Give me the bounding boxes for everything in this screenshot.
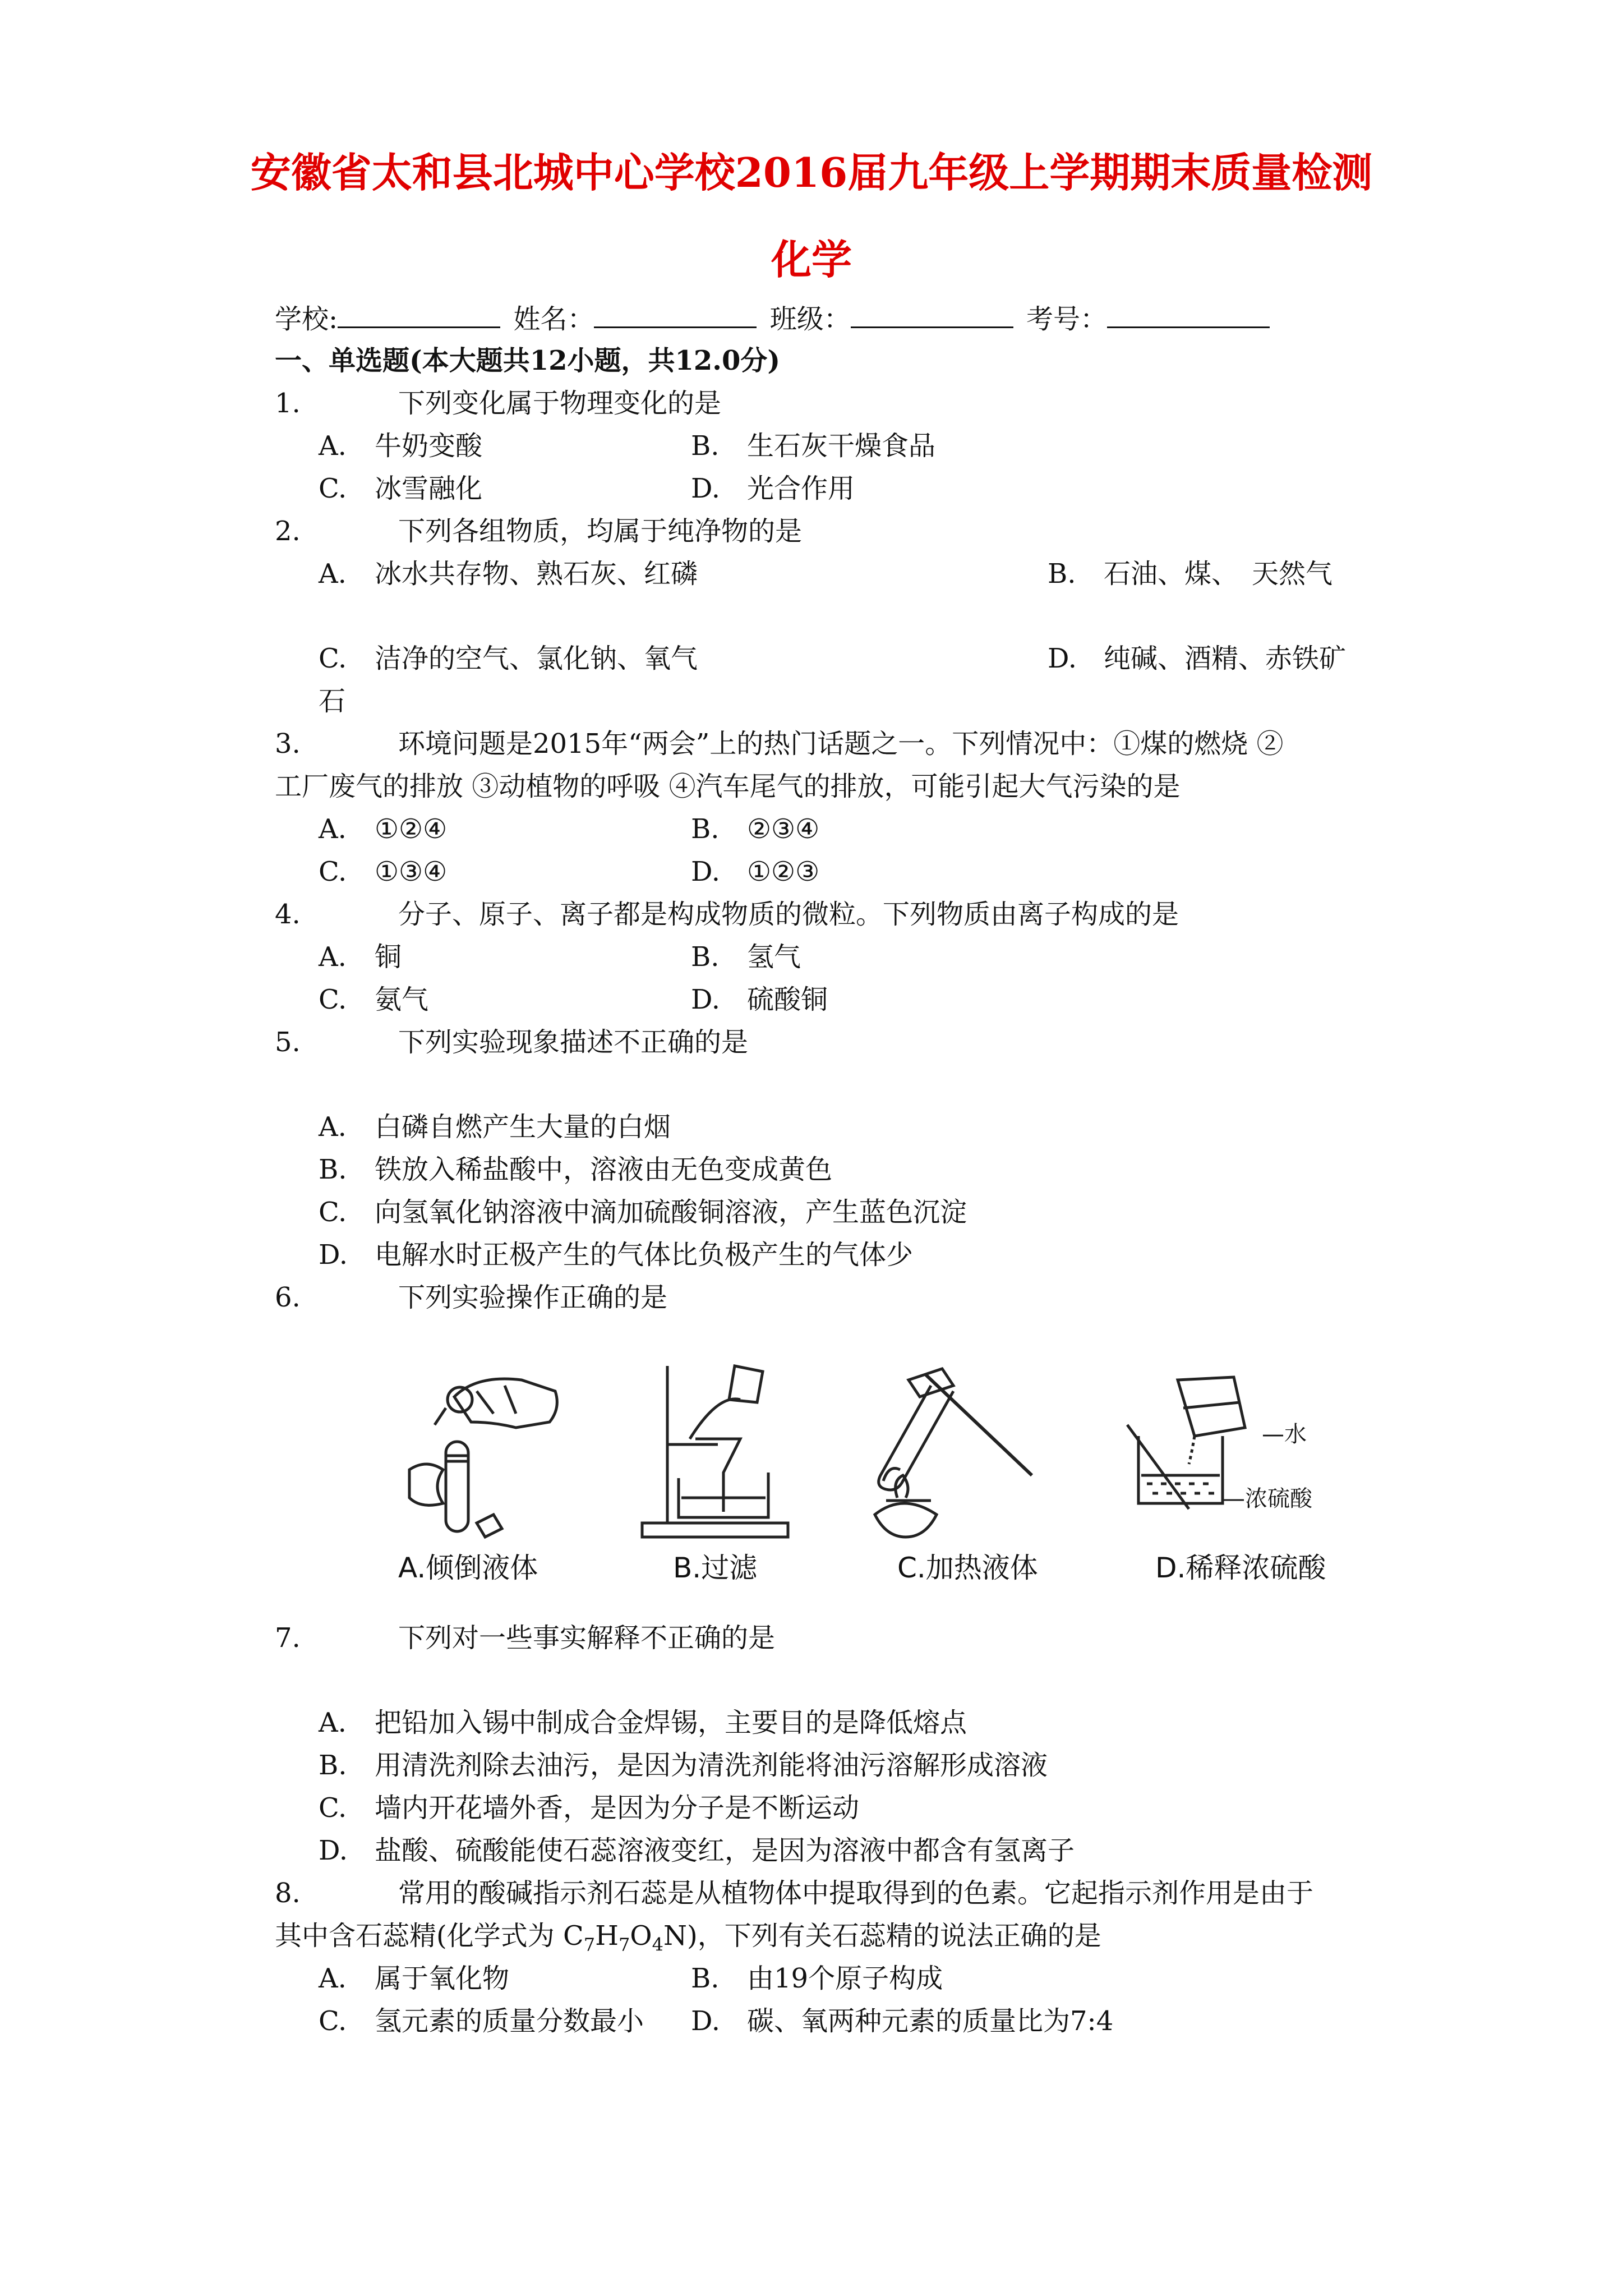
option-7b [319, 1749, 1048, 1782]
q8-text-o: O [630, 1920, 652, 1952]
q8-sub-h: 7 [618, 1934, 630, 1955]
option-letter: A. [319, 558, 347, 590]
option-text: 氢气 [747, 941, 801, 973]
exam-id-blank [1107, 302, 1270, 328]
question-6 [275, 1281, 667, 1314]
option-5a [319, 1110, 671, 1144]
option-letter: C. [319, 473, 347, 504]
option-7d [319, 1834, 1075, 1867]
question-number: 6. [275, 1282, 301, 1313]
option-letter: D. [691, 473, 721, 504]
question-text: 下列实验现象描述不正确的是 [398, 1027, 749, 1058]
filtration-illustration [634, 1355, 802, 1543]
option-text: 向氢氧化钠溶液中滴加硫酸铜溶液，产生蓝色沉淀 [375, 1197, 967, 1228]
question-2 [275, 514, 802, 548]
option-letter: C. [319, 1792, 347, 1824]
option-text: ①③④ [375, 856, 448, 887]
question-text: 下列各组物质，均属于纯净物的是 [398, 516, 803, 547]
option-text: 把铅加入锡中制成合金焊锡，主要目的是降低熔点 [375, 1707, 967, 1738]
option-2d [1048, 642, 1346, 675]
heating-liquid-illustration [852, 1358, 1038, 1543]
option-4a [319, 940, 402, 974]
option-text: 氢元素的质量分数最小 [375, 2005, 644, 2037]
option-letter: D. [319, 1239, 348, 1271]
option-5b [319, 1153, 832, 1186]
option-letter: A. [319, 1111, 347, 1143]
option-letter: C. [319, 643, 347, 674]
option-letter: D. [691, 856, 721, 887]
figure-caption-d: D.稀释浓硫酸 [1155, 1552, 1326, 1584]
option-4d [691, 983, 828, 1016]
option-letter: B. [319, 1750, 347, 1781]
option-4c [319, 983, 428, 1016]
class-label: 班级： [769, 303, 851, 335]
question-text: 常用的酸碱指示剂石蕊是从植物体中提取得到的色素。它起指示剂作用是由于 [398, 1878, 1314, 1909]
acid-label-text: 浓硫酸 [1245, 1486, 1312, 1512]
option-text: 光合作用 [747, 473, 855, 504]
option-text: 电解水时正极产生的气体比负极产生的气体少 [375, 1239, 914, 1271]
doc-title-line2: 化学 [771, 236, 852, 283]
option-7c [319, 1791, 859, 1825]
option-letter: B. [691, 941, 720, 973]
option-letter: C. [319, 2005, 347, 2037]
option-2d-wrap: 石 [319, 685, 346, 717]
option-7a [319, 1706, 967, 1740]
class-blank [851, 302, 1013, 328]
option-text: 石油、煤、 天然气 [1104, 558, 1333, 590]
option-8a [319, 1962, 509, 1995]
question-number: 2. [275, 516, 301, 547]
question-8 [275, 1876, 1313, 1910]
question-3 [275, 727, 1284, 761]
question-7 [275, 1621, 775, 1655]
option-letter: D. [691, 2005, 721, 2037]
q8-text-h: H [595, 1920, 619, 1952]
question-text: 下列变化属于物理变化的是 [398, 388, 722, 419]
option-2a [319, 557, 698, 591]
option-2c [319, 642, 698, 675]
option-5c [319, 1195, 967, 1229]
option-text: 用清洗剂除去油污，是因为清洗剂能将油污溶解形成溶液 [375, 1750, 1048, 1781]
figure-caption-b: B.过滤 [673, 1552, 758, 1584]
question-number: 8. [275, 1878, 301, 1909]
question-5 [275, 1025, 748, 1059]
option-text: 氨气 [375, 984, 429, 1015]
option-5d [319, 1238, 913, 1272]
name-label: 姓名： [513, 303, 594, 335]
question-text: 下列实验操作正确的是 [398, 1282, 668, 1313]
option-letter: B. [691, 430, 720, 462]
option-3b [691, 812, 819, 846]
question-8-cont [275, 1919, 1101, 1962]
figure-caption-c: C.加热液体 [897, 1552, 1038, 1584]
option-letter: B. [319, 1154, 347, 1185]
option-8d [691, 2004, 1113, 2038]
acid-label: —浓硫酸 [1223, 1486, 1312, 1512]
option-letter: D. [691, 984, 721, 1015]
option-2b [1048, 557, 1332, 591]
exam-id-label: 考号： [1026, 303, 1108, 335]
school-label: 学校: [275, 303, 338, 335]
option-8b [691, 1962, 943, 1995]
option-letter: B. [691, 813, 720, 845]
option-text: 墙内开花墙外香，是因为分子是不断运动 [375, 1792, 860, 1824]
question-text: 分子、原子、离子都是构成物质的微粒。下列物质由离子构成的是 [398, 899, 1179, 930]
option-text: 碳、氧两种元素的质量比为7:4 [747, 2005, 1114, 2037]
option-text: 铜 [375, 941, 402, 973]
q8-text-part1: 其中含石蕊精(化学式为 C [275, 1920, 584, 1952]
option-letter: A. [319, 813, 347, 845]
option-1a [319, 429, 482, 463]
option-3a [319, 812, 447, 846]
pouring-liquid-illustration [393, 1358, 578, 1543]
option-text: 洁净的空气、氯化钠、氧气 [375, 643, 698, 674]
option-text: 冰水共存物、熟石灰、红磷 [375, 558, 698, 590]
water-label: —水 [1262, 1421, 1307, 1447]
q8-sub-c: 7 [583, 1934, 596, 1955]
school-blank [338, 302, 500, 328]
option-text: 属于氧化物 [375, 1963, 510, 1994]
option-letter: A. [319, 1963, 347, 1994]
question-1 [275, 386, 721, 420]
option-letter: C. [319, 1197, 347, 1228]
question-number: 4. [275, 899, 301, 930]
water-label-text: 水 [1284, 1421, 1307, 1447]
option-3c [319, 855, 447, 889]
option-text: 铁放入稀盐酸中，溶液由无色变成黄色 [375, 1154, 833, 1185]
option-text: 冰雪融化 [375, 473, 483, 504]
option-1c [319, 472, 482, 505]
option-letter: C. [319, 984, 347, 1015]
option-letter: B. [691, 1963, 720, 1994]
option-3d [691, 855, 819, 889]
section-heading: 一、单选题(本大题共12小题，共12.0分) [275, 345, 781, 376]
option-text: ①②③ [747, 856, 820, 887]
question-number: 1. [275, 388, 301, 419]
q8-sub-o: 4 [652, 1934, 664, 1955]
option-letter: D. [1048, 643, 1077, 674]
option-letter: B. [1048, 558, 1076, 590]
question-number: 7. [275, 1622, 301, 1654]
option-text: 盐酸、硫酸能使石蕊溶液变红，是因为溶液中都含有氢离子 [375, 1835, 1075, 1866]
option-text: 生石灰干燥食品 [747, 430, 936, 462]
figure-caption-a: A.倾倒液体 [398, 1552, 538, 1584]
q8-text-part2: N)，下列有关石蕊精的说法正确的是 [663, 1920, 1101, 1952]
question-text: 下列对一些事实解释不正确的是 [398, 1622, 776, 1654]
option-1d [691, 472, 855, 505]
question-number: 3. [275, 728, 301, 760]
option-text: 纯碱、酒精、赤铁矿 [1104, 643, 1347, 674]
question-4 [275, 898, 1179, 931]
option-text: 白磷自燃产生大量的白烟 [375, 1111, 671, 1143]
option-letter: A. [319, 941, 347, 973]
question-text: 环境问题是2015年“两会”上的热门话题之一。下列情况中：①煤的燃烧 ② [398, 728, 1284, 760]
option-letter: A. [319, 430, 347, 462]
option-text: ②③④ [747, 813, 820, 845]
option-8c [319, 2004, 644, 2038]
question-number: 5. [275, 1027, 301, 1058]
option-text: 由19个原子构成 [747, 1963, 943, 1994]
option-1b [691, 429, 935, 463]
option-4b [691, 940, 801, 974]
name-blank [594, 302, 757, 328]
info-fields [275, 302, 1274, 336]
option-letter: D. [319, 1835, 348, 1866]
option-text: 牛奶变酸 [375, 430, 483, 462]
option-text: ①②④ [375, 813, 448, 845]
option-letter: C. [319, 856, 347, 887]
question-3-cont: 工厂废气的排放 ③动植物的呼吸 ④汽车尾气的排放，可能引起大气污染的是 [275, 771, 1181, 802]
doc-title-line1: 安徽省太和县北城中心学校2016届九年级上学期期末质量检测 [250, 149, 1373, 196]
option-text: 硫酸铜 [747, 984, 828, 1015]
option-letter: A. [319, 1707, 347, 1738]
